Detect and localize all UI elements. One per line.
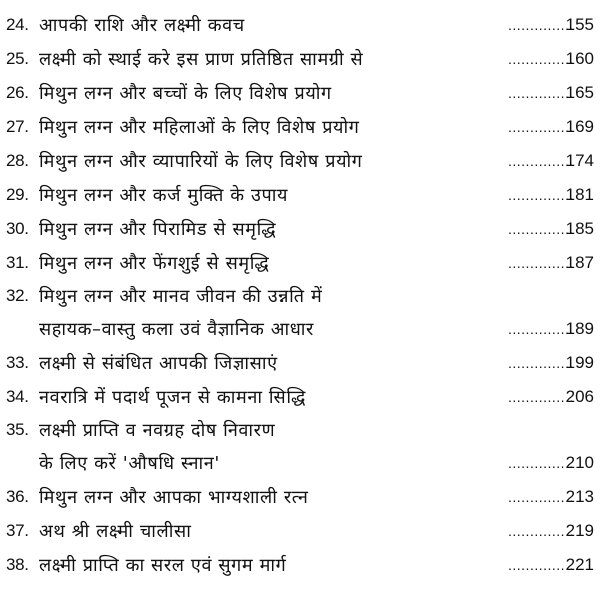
entry-page-number: 221 xyxy=(565,555,594,574)
toc-entry-37 xyxy=(6,514,594,548)
entry-number: 29. xyxy=(6,185,29,204)
entry-number: 34. xyxy=(6,387,29,406)
dot-leader: ............... xyxy=(508,153,574,169)
entry-page-number: 189 xyxy=(565,319,594,338)
entry-number: 30. xyxy=(6,219,29,238)
toc-entry-28 xyxy=(6,144,594,178)
toc-entry-35-line-2 xyxy=(6,446,594,480)
entry-number: 24. xyxy=(6,15,29,34)
entry-title: मिथुन लग्न और पिरामिड से समृद्धि xyxy=(39,219,277,240)
entry-title: लक्ष्मी से संबंधित आपकी जिज्ञासाएं xyxy=(39,353,278,374)
entry-number: 28. xyxy=(6,151,29,170)
entry-title: लक्ष्मी प्राप्ति व नवग्रह दोष निवारण xyxy=(39,420,276,441)
toc-entry-26 xyxy=(6,76,594,110)
entry-page-number: 210 xyxy=(565,453,594,472)
toc-entry-32-line-2 xyxy=(6,312,594,346)
entry-number: 35. xyxy=(6,420,29,439)
entry-page-number: 219 xyxy=(565,521,594,540)
entry-title: लक्ष्मी प्राप्ति का सरल एवं सुगम मार्ग xyxy=(39,555,287,576)
dot-leader: ............... xyxy=(508,51,574,67)
dot-leader: ............... xyxy=(508,321,574,337)
entry-page-number: 185 xyxy=(565,219,594,238)
entry-title: लक्ष्मी को स्थाई करे इस प्राण प्रतिष्ठित सामग्री से xyxy=(39,49,364,70)
dot-leader: ............... xyxy=(508,255,574,271)
entry-title: मिथुन लग्न और मानव जीवन की उन्नति में xyxy=(39,286,323,307)
dot-leader: ............... xyxy=(508,389,574,405)
entry-page-number: 165 xyxy=(565,83,594,102)
toc-entry-34 xyxy=(6,380,594,414)
entry-number: 32. xyxy=(6,286,29,305)
dot-leader: ............... xyxy=(508,85,574,101)
entry-number: 38. xyxy=(6,555,29,574)
entry-page-number: 160 xyxy=(565,49,594,68)
entry-number: 37. xyxy=(6,521,29,540)
toc-entry-31 xyxy=(6,246,594,280)
entry-title: अथ श्री लक्ष्मी चालीसा xyxy=(39,521,192,542)
entry-title: मिथुन लग्न और व्यापारियों के लिए विशेष प्रयोग xyxy=(39,151,363,172)
entry-title: नवरात्रि में पदार्थ पूजन से कामना सिद्धि xyxy=(39,387,306,408)
entry-page-number: 174 xyxy=(565,151,594,170)
toc-entry-36 xyxy=(6,480,594,514)
entry-number: 26. xyxy=(6,83,29,102)
dot-leader: ............... xyxy=(508,455,574,471)
entry-title: आपकी राशि और लक्ष्मी कवच xyxy=(39,15,245,36)
entry-number: 33. xyxy=(6,353,29,372)
entry-title: मिथुन लग्न और बच्चों के लिए विशेष प्रयोग xyxy=(39,83,332,104)
entry-title: मिथुन लग्न और महिलाओं के लिए विशेष प्रयोग xyxy=(39,117,360,138)
toc-entry-32-line-1 xyxy=(6,280,594,312)
toc-entry-29 xyxy=(6,178,594,212)
dot-leader: ............... xyxy=(508,17,574,33)
dot-leader: ............... xyxy=(508,119,574,135)
toc-entry-25 xyxy=(6,42,594,76)
toc-entry-38 xyxy=(6,548,594,582)
entry-page-number: 187 xyxy=(565,253,594,272)
entry-page-number: 199 xyxy=(565,353,594,372)
entry-number: 31. xyxy=(6,253,29,272)
table-of-contents xyxy=(6,8,594,582)
toc-entry-30 xyxy=(6,212,594,246)
entry-number: 27. xyxy=(6,117,29,136)
dot-leader: ............... xyxy=(508,523,574,539)
entry-page-number: 181 xyxy=(565,185,594,204)
entry-page-number: 206 xyxy=(565,387,594,406)
toc-entry-35-line-1 xyxy=(6,414,594,446)
entry-title: मिथुन लग्न और फेंगशुई से समृद्धि xyxy=(39,253,270,274)
toc-entry-24 xyxy=(6,8,594,42)
entry-title: मिथुन लग्न और आपका भाग्यशाली रत्न xyxy=(39,487,309,508)
entry-title: मिथुन लग्न और कर्ज मुक्ति के उपाय xyxy=(39,185,289,206)
toc-entry-27 xyxy=(6,110,594,144)
entry-page-number: 155 xyxy=(565,15,594,34)
dot-leader: ............... xyxy=(508,187,574,203)
entry-number: 36. xyxy=(6,487,29,506)
entry-number: 25. xyxy=(6,49,29,68)
dot-leader: ............... xyxy=(508,489,574,505)
toc-entry-33 xyxy=(6,346,594,380)
entry-page-number: 213 xyxy=(565,487,594,506)
dot-leader: ............... xyxy=(508,557,574,573)
dot-leader: ............... xyxy=(508,221,574,237)
entry-title-continued: के लिए करें 'औषधि स्नान' xyxy=(39,453,220,474)
entry-page-number: 169 xyxy=(565,117,594,136)
dot-leader: ............... xyxy=(508,355,574,371)
entry-title-continued: सहायक–वास्तु कला उवं वैज्ञानिक आधार xyxy=(39,319,315,340)
